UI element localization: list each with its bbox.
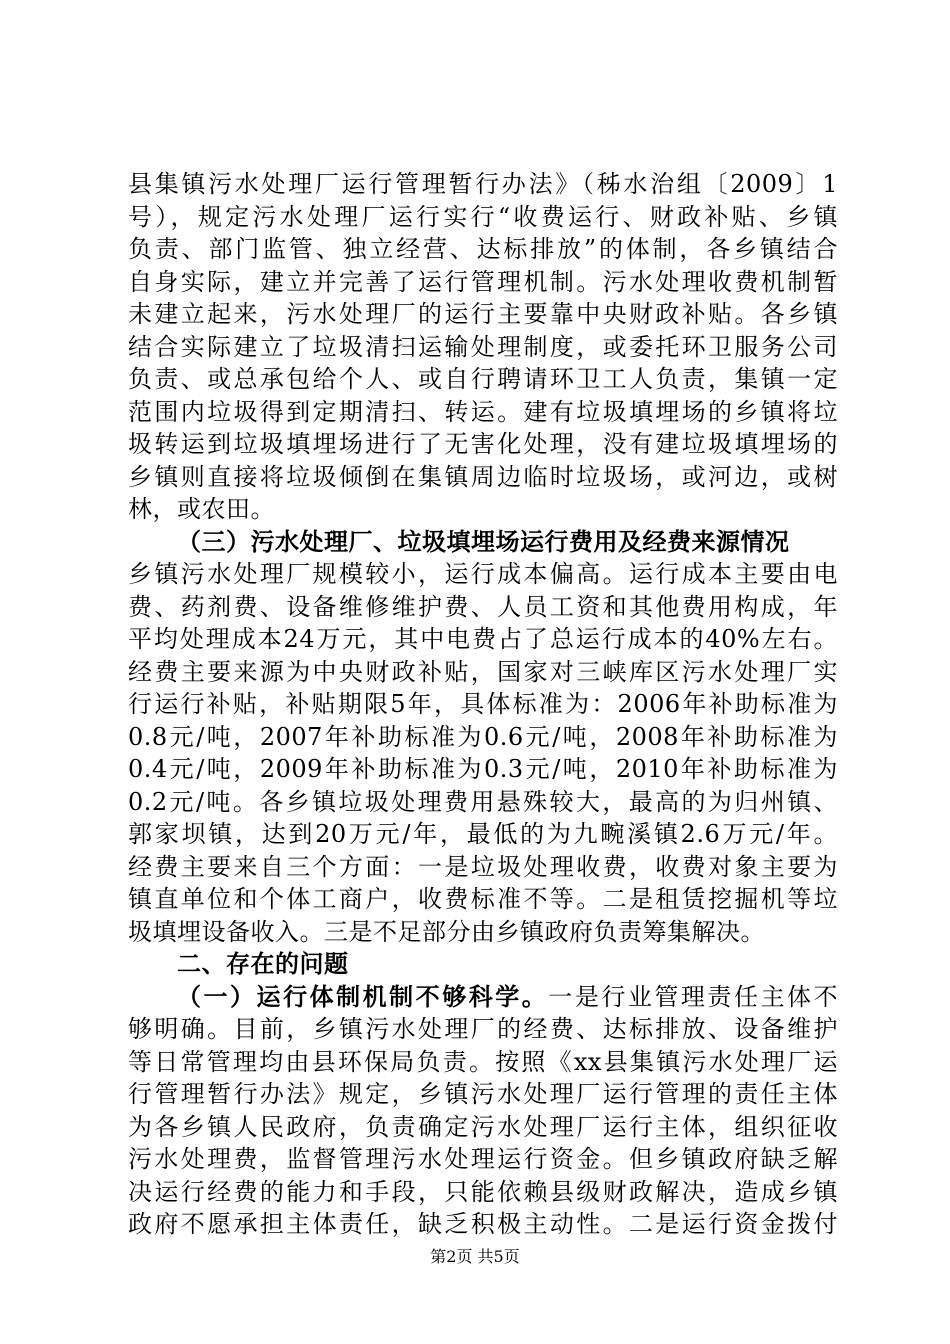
text-line: 0.4元/吨，2009年补助标准为0.3元/吨，2010年补助标准为 — [128, 755, 838, 783]
subsection-text: 一是行业管理责任主体不 — [548, 982, 839, 1011]
text-line: 自身实际，建立并完善了运行管理机制。污水处理收费机制暂 — [128, 267, 838, 296]
text-line: 经费主要来源为中央财政补贴，国家对三峡库区污水处理厂实 — [128, 657, 838, 686]
text-line: 镇直单位和个体工商户，收费标准不等。二是租赁挖掘机等垃 — [128, 885, 838, 913]
text-line: 经费主要来自三个方面：一是垃圾处理收费，收费对象主要为 — [128, 852, 838, 881]
text-line: 号），规定污水处理厂运行实行“收费运行、财政补贴、乡镇 — [128, 202, 838, 231]
text-line: 费、药剂费、设备维修维护费、人员工资和其他费用构成，年 — [128, 592, 838, 621]
chapter-heading: 二、存在的问题 — [177, 950, 349, 978]
text-line: 为各乡镇人民政府，负责确定污水处理厂运行主体，组织征收 — [128, 1112, 838, 1141]
text-line: 负责、部门监管、独立经营、达标排放”的体制，各乡镇结合 — [128, 235, 838, 263]
subsection-heading: （一）运行体制机制不够科学。 — [177, 982, 549, 1011]
text-line: 圾转运到垃圾填埋场进行了无害化处理，没有建垃圾填埋场的 — [128, 430, 838, 458]
text-line: 林，或农田。 — [128, 495, 275, 523]
text-line: 负责、或总承包给个人、或自行聘请环卫工人负责，集镇一定 — [128, 365, 838, 393]
text-line: 范围内垃圾得到定期清扫、转运。建有垃圾填埋场的乡镇将垃 — [128, 397, 838, 426]
text-line: 政府不愿承担主体责任，缺乏积极主动性。二是运行资金拨付 — [128, 1210, 838, 1238]
text-line: 够明确。目前，乡镇污水处理厂的经费、达标排放、设备维护 — [128, 1015, 838, 1043]
text-line: 决运行经费的能力和手段，只能依赖县级财政解决，造成乡镇 — [128, 1177, 838, 1206]
text-line: 结合实际建立了垃圾清扫运输处理制度，或委托环卫服务公司 — [128, 332, 838, 361]
text-line: 等日常管理均由县环保局负责。按照《xx县集镇污水处理厂运 — [128, 1047, 838, 1076]
page-number-footer: 第2页 共5页 — [430, 1247, 520, 1266]
document-body — [128, 168, 838, 1241]
text-line: 未建立起来，污水处理厂的运行主要靠中央财政补贴。各乡镇 — [128, 300, 838, 328]
text-line: 平均处理成本24万元，其中电费占了总运行成本的40%左右。 — [128, 625, 838, 653]
text-line: 圾填埋设备收入。三是不足部分由乡镇政府负责筹集解决。 — [128, 917, 765, 946]
text-line: 行管理暂行办法》规定，乡镇污水处理厂运行管理的责任主体 — [128, 1080, 838, 1108]
subsection-line — [128, 981, 838, 1014]
text-line: 郭家坝镇，达到20万元/年，最低的为九畹溪镇2.6万元/年。 — [128, 820, 838, 848]
text-line: 县集镇污水处理厂运行管理暂行办法》（秭水治组〔2009〕1 — [128, 170, 838, 198]
section-heading: （三）污水处理厂、垃圾填埋场运行费用及经费来源情况 — [177, 527, 790, 556]
text-line: 行运行补贴，补贴期限5年，具体标准为：2006年补助标准为 — [128, 690, 838, 718]
text-line: 乡镇污水处理厂规模较小，运行成本偏高。运行成本主要由电 — [128, 560, 838, 588]
text-line: 乡镇则直接将垃圾倾倒在集镇周边临时垃圾场，或河边，或树 — [128, 462, 838, 491]
text-line: 0.8元/吨，2007年补助标准为0.6元/吨，2008年补助标准为 — [128, 722, 838, 751]
text-line: 污水处理费，监督管理污水处理运行资金。但乡镇政府缺乏解 — [128, 1145, 838, 1173]
text-line: 0.2元/吨。各乡镇垃圾处理费用悬殊较大，最高的为归州镇、 — [128, 787, 838, 816]
